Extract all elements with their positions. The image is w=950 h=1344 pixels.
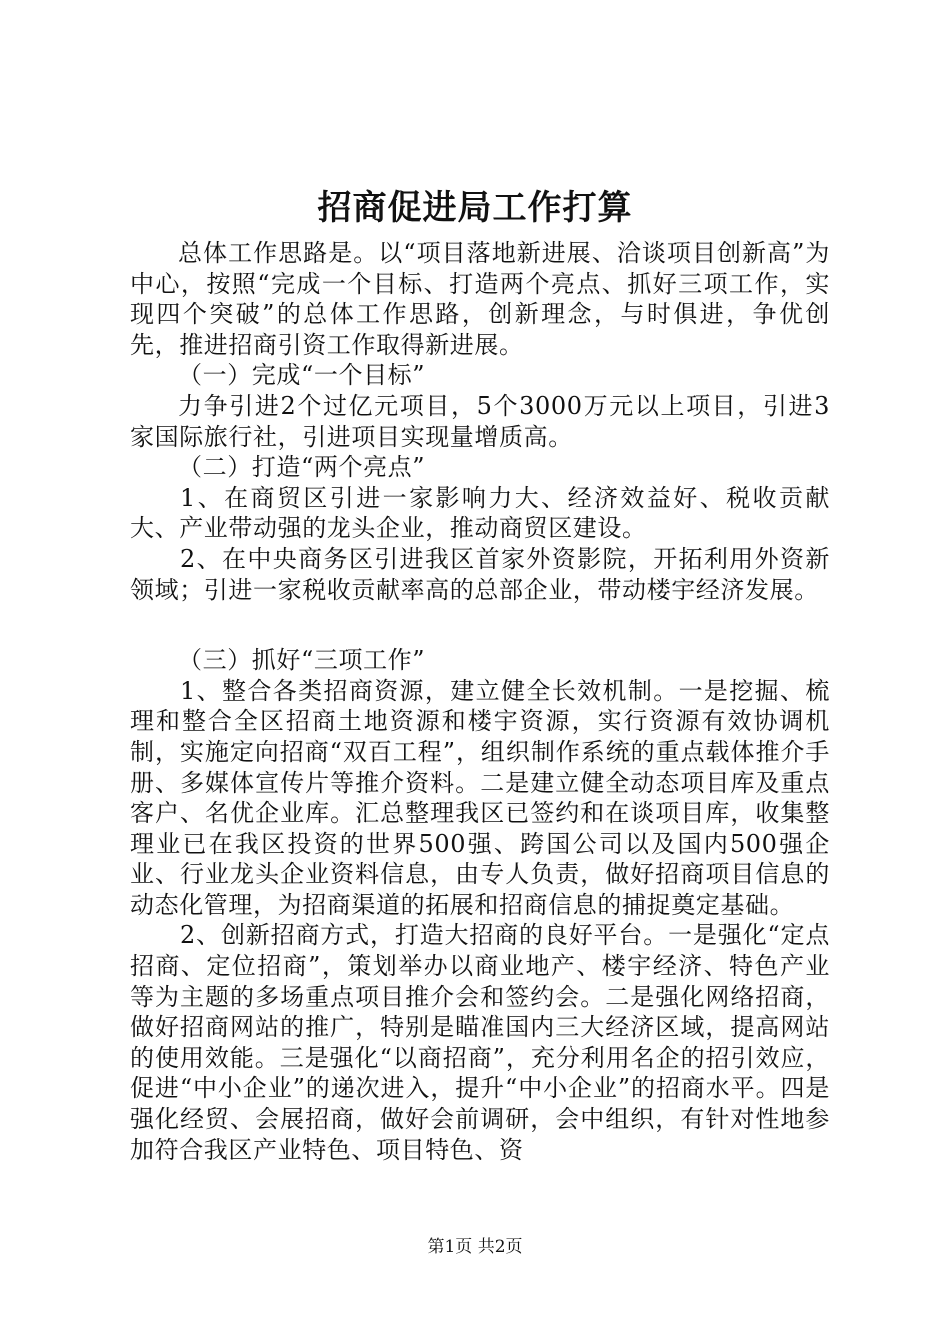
paragraph-highlight-1: 1、在商贸区引进一家影响力大、经济效益好、税收贡献大、产业带动强的龙头企业，推动商贸区建设。 <box>130 483 830 543</box>
paragraph-goal: 力争引进2个过亿元项目，5个3000万元以上项目，引进3家国际旅行社，引进项目实现量增质高。 <box>130 391 830 451</box>
paragraph-gap <box>130 605 830 645</box>
section-heading-1: （一）完成“一个目标” <box>178 361 426 390</box>
paragraph-overview: 总体工作思路是。以“项目落地新进展、洽谈项目创新高”为中心，按照“完成一个目标、打造两个亮点、抓好三项工作，实现四个突破”的总体工作思路，创新理念，与时俱进，争优创先，推进招商引资工作取得新进展。 <box>130 239 830 359</box>
document-title: 招商促进局工作打算 <box>317 188 633 228</box>
document-body <box>130 238 830 1165</box>
page-number: 第1页 共2页 <box>427 1237 523 1257</box>
paragraph-work-1: 1、整合各类招商资源，建立健全长效机制。一是挖掘、梳理和整合全区招商土地资源和楼宇资源，实行资源有效协调机制，实施定向招商“双百工程”，组织制作系统的重点载体推介手册、多媒体宣传片等推介资料。二是建立健全动态项目库及重点客户、名优企业库。汇总整理我区已签约和在谈项目库，收集整理业已在我区投资的世界500强、跨国公司以及国内500强企业、行业龙头企业资料信息，由专人负责，做好招商项目信息的动态化管理，为招商渠道的拓展和招商信息的捕捉奠定基础。 <box>130 676 830 919</box>
paragraph-work-2: 2、创新招商方式，打造大招商的良好平台。一是强化“定点招商、定位招商”，策划举办以商业地产、楼宇经济、特色产业等为主题的多场重点项目推介会和签约会。二是强化网络招商，做好招商网站的推广，特别是瞄准国内三大经济区域，提高网站的使用效能。三是强化“以商招商”，充分利用名企的招引效应，促进“中小企业”的递次进入，提升“中小企业”的招商水平。四是强化经贸、会展招商，做好会前调研，会中组织，有针对性地参加符合我区产业特色、项目特色、资 <box>130 921 830 1164</box>
section-heading-3: （三）抓好“三项工作” <box>178 646 426 675</box>
paragraph-highlight-2: 2、在中央商务区引进我区首家外资影院，开拓利用外资新领域；引进一家税收贡献率高的总部企业，带动楼宇经济发展。 <box>130 544 830 604</box>
section-heading-2: （二）打造“两个亮点” <box>178 453 426 482</box>
